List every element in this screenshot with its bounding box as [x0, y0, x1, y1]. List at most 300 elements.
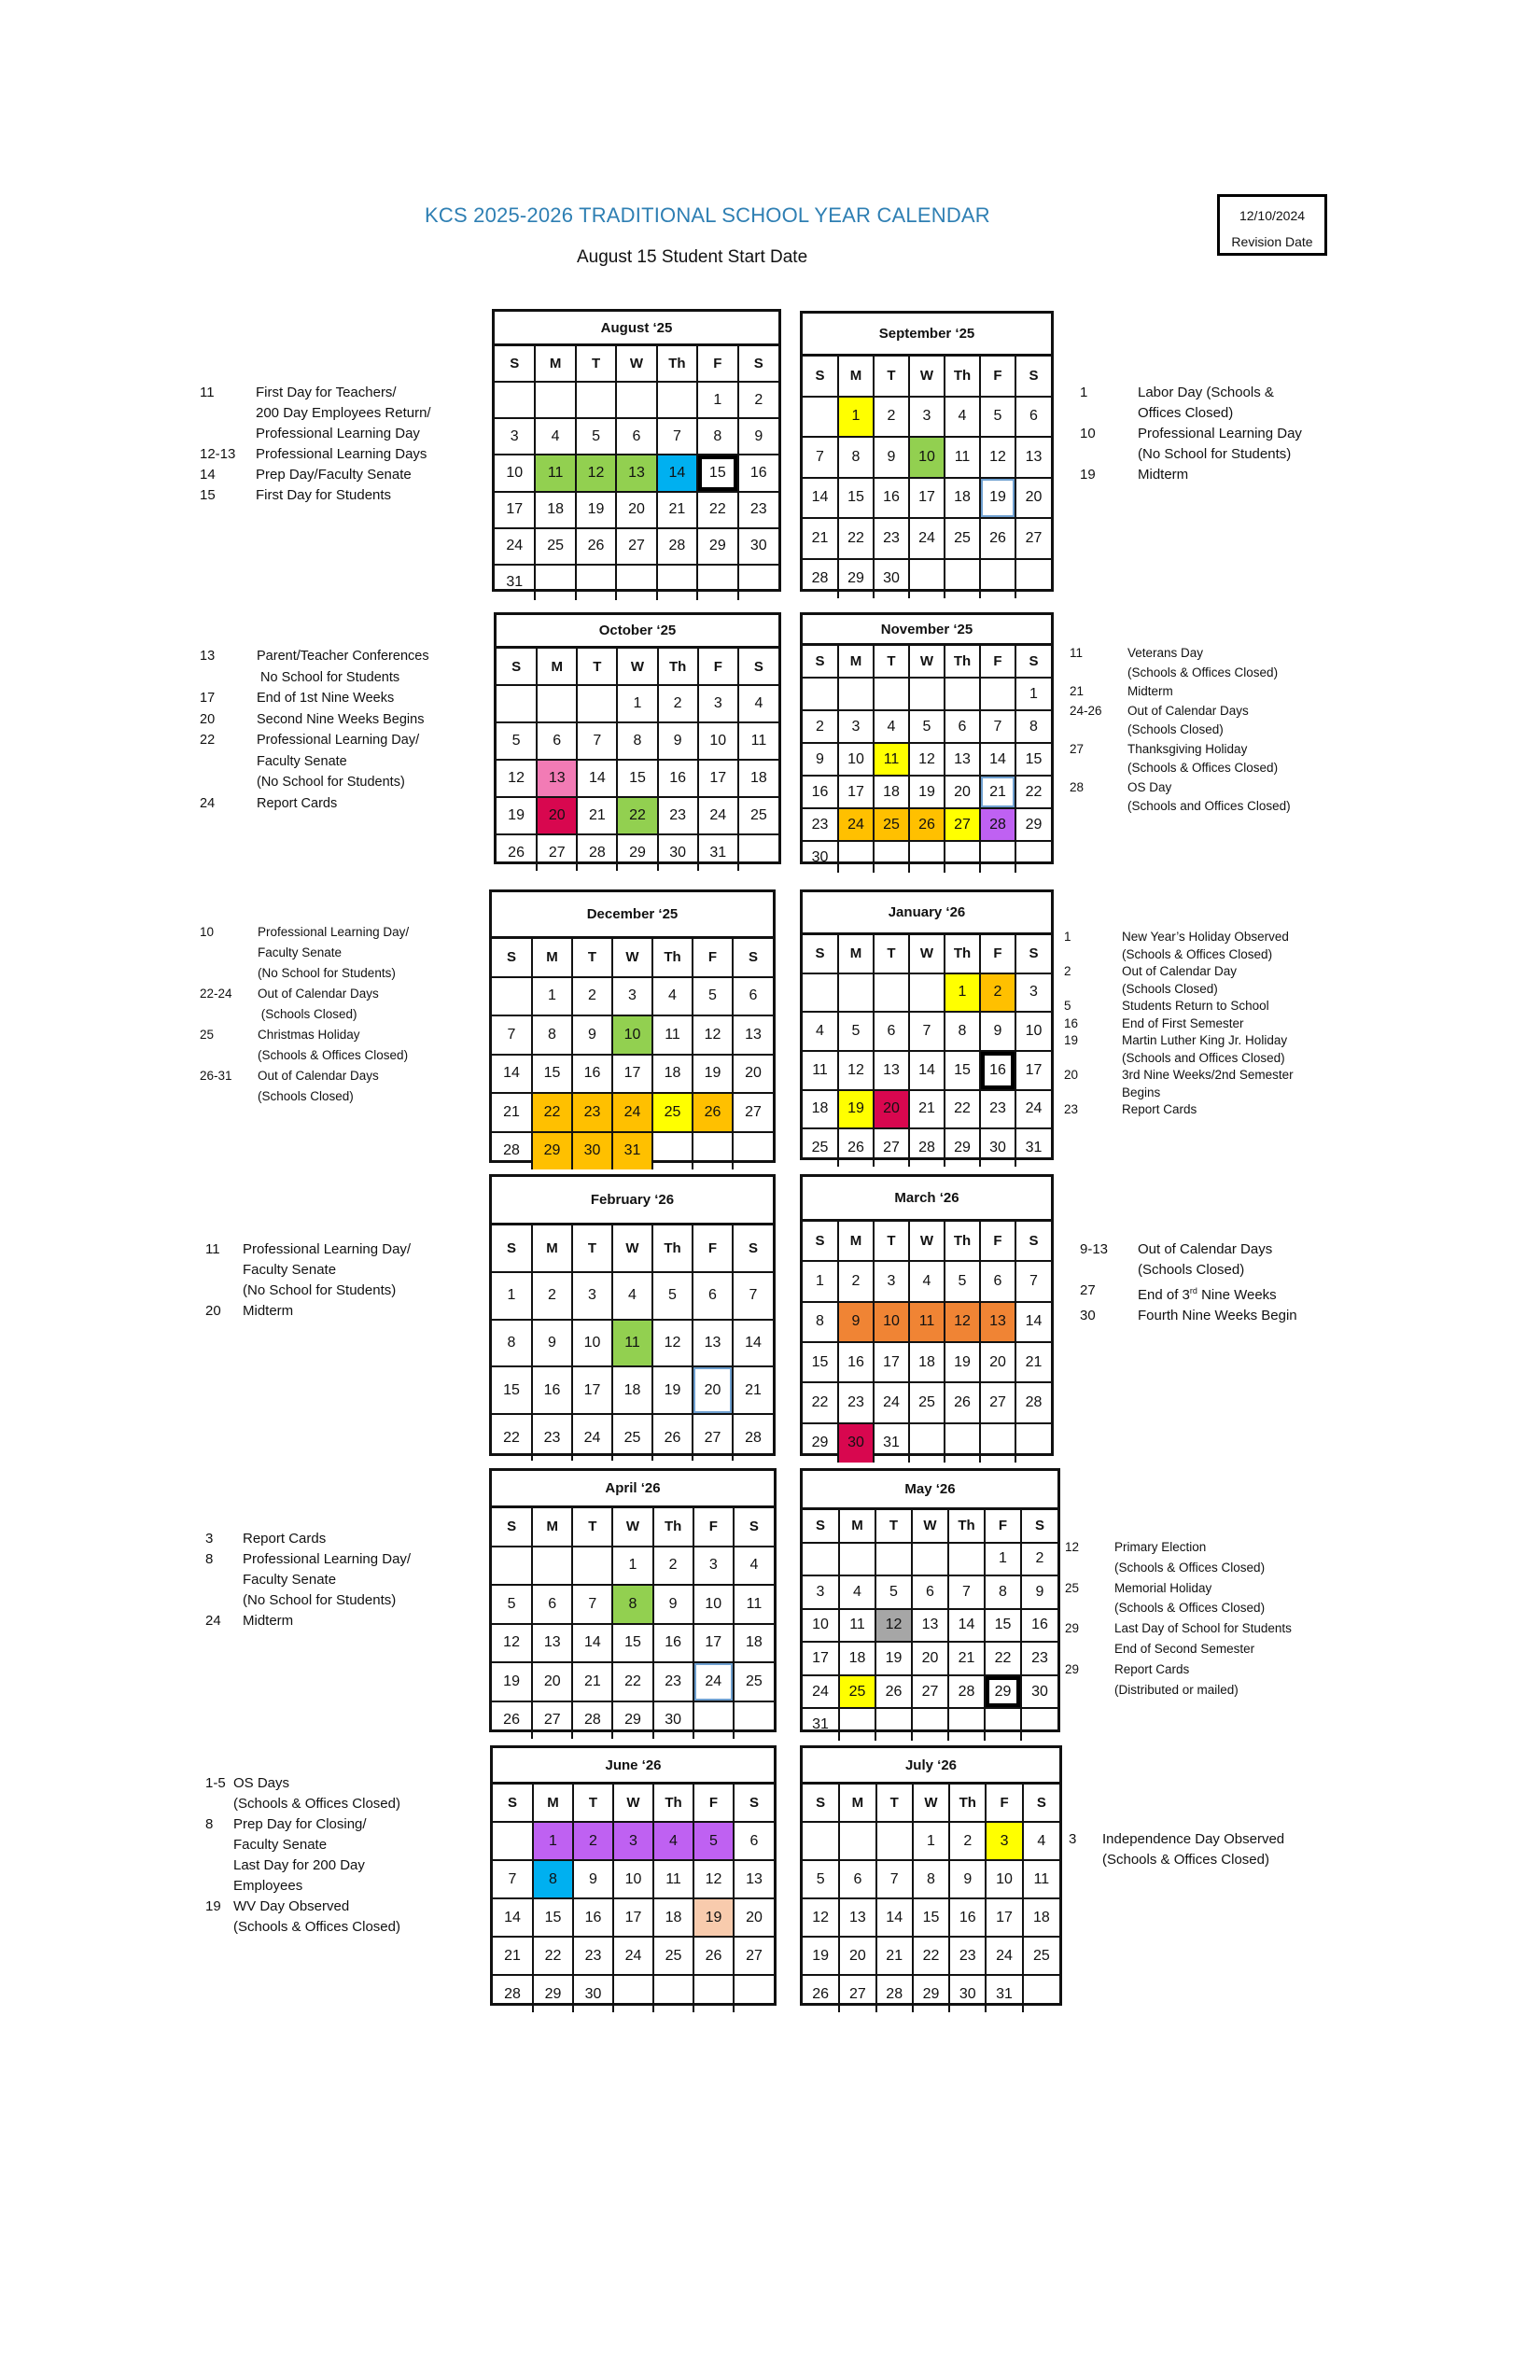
day-cell: 20: [1015, 478, 1051, 519]
note-item: [1080, 383, 1323, 403]
day-cell: 23: [874, 518, 909, 559]
day-cell: 13: [945, 743, 980, 776]
note-item: [200, 1086, 480, 1107]
day-cell: 6: [980, 1261, 1015, 1301]
note-item: [200, 793, 480, 815]
weekday-label: M: [535, 346, 575, 382]
day-cell: 20: [616, 492, 656, 528]
day-cell: 1: [617, 685, 657, 722]
weekday-label: F: [980, 646, 1015, 678]
note-day: 27: [1080, 1282, 1096, 1298]
note-day: 20: [200, 711, 216, 727]
month-grid: [803, 646, 1051, 873]
day-cell: 18: [653, 1898, 693, 1937]
weekday-label: T: [572, 1508, 612, 1547]
day-cell: 30: [1021, 1675, 1057, 1709]
day-cell: 22: [945, 1090, 980, 1129]
day-cell: 15: [945, 1051, 980, 1090]
day-cell: 12: [652, 1320, 693, 1367]
day-cell: 4: [945, 397, 980, 438]
weekday-label: S: [734, 1508, 774, 1547]
day-cell: 8: [838, 437, 874, 478]
day-cell: 15: [803, 1342, 838, 1382]
weekday-label: W: [909, 646, 945, 678]
weekday-label: F: [986, 1785, 1022, 1822]
day-cell: 1: [697, 382, 737, 418]
weekday-label: F: [693, 1225, 733, 1272]
note-day: [1069, 1850, 1102, 1870]
note-item: [1070, 644, 1350, 664]
day-cell: 22: [533, 1937, 573, 1975]
day-cell: 27: [733, 1093, 773, 1132]
calendar-september: [800, 311, 1054, 592]
day-cell: 21: [492, 1093, 532, 1132]
day-cell: 15: [913, 1898, 949, 1937]
weekday-label: M: [532, 1225, 572, 1272]
day-cell: 31: [803, 1708, 839, 1741]
note-text: Professional Learning Day/: [258, 925, 410, 939]
day-cell: 18: [803, 1090, 838, 1129]
note-item: [200, 667, 480, 689]
weekday-label: Th: [945, 1222, 980, 1261]
note-text: OS Day: [1127, 779, 1172, 794]
note-day: 1-5: [205, 1775, 226, 1791]
day-cell: 5: [652, 1272, 693, 1320]
note-day: 16: [1064, 1015, 1079, 1030]
day-cell: 17: [495, 492, 535, 528]
day-cell: 25: [909, 1382, 945, 1422]
empty-cell: [874, 841, 909, 873]
day-cell: 31: [986, 1975, 1022, 2012]
day-cell: 28: [733, 1414, 773, 1461]
note-text: (Schools Closed): [1127, 722, 1224, 736]
empty-cell: [1023, 1975, 1059, 2012]
day-cell: 12: [909, 743, 945, 776]
day-cell: 16: [949, 1898, 986, 1937]
day-cell: 4: [1023, 1822, 1059, 1860]
note-day: 27: [1070, 741, 1085, 756]
day-cell: 10: [693, 1585, 734, 1624]
day-cell: 3: [495, 418, 535, 455]
weekday-label: M: [532, 1508, 572, 1547]
calendar-november: [800, 612, 1054, 864]
note-text: (Schools & Offices Closed): [1114, 1601, 1266, 1616]
weekday-label: F: [980, 357, 1015, 397]
month-grid: [492, 1508, 774, 1739]
note-day: 30: [1080, 1308, 1096, 1323]
day-cell: 9: [572, 1015, 612, 1055]
month-grid: [493, 1785, 774, 2012]
note-text-part: End of 3: [1138, 1287, 1190, 1303]
note-text: (No School for Students): [1138, 446, 1292, 462]
day-cell: 16: [658, 760, 698, 797]
day-cell: 8: [913, 1860, 949, 1898]
day-cell: 5: [693, 977, 733, 1016]
weekday-label: T: [874, 1222, 909, 1261]
note-item: [205, 1529, 485, 1549]
note-day: 26-31: [200, 1069, 232, 1083]
notes-december: [200, 922, 480, 1107]
day-cell: 30: [803, 841, 838, 873]
weekday-label: M: [839, 1785, 875, 1822]
day-cell: 2: [980, 973, 1015, 1013]
weekday-label: W: [912, 1510, 948, 1543]
weekday-label: S: [1015, 646, 1051, 678]
empty-cell: [945, 678, 980, 710]
day-cell: 23: [980, 1090, 1015, 1129]
day-cell: 10: [495, 455, 535, 491]
day-cell: 6: [945, 710, 980, 743]
day-cell: 25: [1023, 1937, 1059, 1975]
day-cell: 16: [980, 1051, 1015, 1090]
note-text: OS Days: [233, 1775, 290, 1791]
empty-cell: [653, 1975, 693, 2012]
day-cell: 12: [838, 1051, 874, 1090]
day-cell: 8: [985, 1575, 1021, 1609]
day-cell: 19: [693, 1055, 733, 1094]
day-cell: 28: [803, 559, 838, 599]
note-item: [205, 1239, 485, 1260]
weekday-label: S: [492, 939, 532, 977]
day-cell: 3: [698, 685, 738, 722]
day-cell: 18: [738, 760, 778, 797]
note-day: 12-13: [200, 446, 236, 462]
note-text: (Schools & Offices Closed): [233, 1796, 400, 1812]
month-title: December ‘25: [492, 892, 773, 939]
day-cell: 22: [697, 492, 737, 528]
calendar-february: [489, 1174, 776, 1456]
day-cell: 29: [803, 1423, 838, 1463]
day-cell: 16: [738, 455, 778, 491]
note-item: [1065, 1558, 1336, 1578]
note-day: [1080, 444, 1138, 465]
empty-cell: [838, 973, 874, 1013]
note-item: [205, 1773, 485, 1794]
empty-cell: [495, 382, 535, 418]
empty-cell: [1015, 841, 1051, 873]
note-day: 22-24: [200, 987, 232, 1001]
day-cell: 25: [652, 1093, 693, 1132]
day-cell: 16: [653, 1624, 693, 1663]
day-cell: 17: [1015, 1051, 1051, 1090]
day-cell: 28: [577, 834, 617, 871]
note-text: Parent/Teacher Conferences: [257, 649, 429, 664]
day-cell: 14: [948, 1609, 985, 1643]
day-cell: 26: [497, 834, 537, 871]
day-cell: 7: [577, 722, 617, 760]
note-day: [200, 751, 257, 773]
day-cell: 22: [913, 1937, 949, 1975]
note-text: Faculty Senate: [243, 1262, 337, 1278]
empty-cell: [875, 1708, 912, 1741]
day-cell: 14: [876, 1898, 913, 1937]
day-cell: 1: [492, 1272, 532, 1320]
note-text: Offices Closed): [1138, 405, 1234, 421]
weekday-label: W: [616, 346, 656, 382]
weekday-label: M: [838, 357, 874, 397]
empty-cell: [1015, 559, 1051, 599]
weekday-label: M: [838, 646, 874, 678]
day-cell: 20: [945, 776, 980, 808]
day-cell: 7: [657, 418, 697, 455]
note-item: [1064, 963, 1344, 981]
note-text: (Schools & Offices Closed): [233, 1919, 400, 1935]
day-cell: 17: [986, 1898, 1022, 1937]
weekday-label: S: [733, 939, 773, 977]
day-cell: 29: [697, 528, 737, 565]
day-cell: 29: [985, 1675, 1021, 1709]
day-cell: 17: [572, 1366, 612, 1414]
note-item: [205, 1301, 485, 1322]
note-item: [200, 444, 480, 465]
note-text: (Schools and Offices Closed): [1122, 1050, 1285, 1065]
note-day: [200, 943, 258, 963]
note-day: [205, 1794, 233, 1814]
day-cell: 13: [532, 1624, 572, 1663]
day-cell: 28: [876, 1975, 913, 2012]
day-cell: 27: [980, 1382, 1015, 1422]
month-grid: [803, 1222, 1051, 1463]
weekday-label: W: [612, 939, 652, 977]
revision-date: 12/10/2024: [1239, 208, 1306, 223]
day-cell: 26: [693, 1937, 734, 1975]
note-item: [1080, 1239, 1341, 1260]
note-text: (No School for Students): [243, 1282, 397, 1298]
day-cell: 23: [738, 492, 778, 528]
day-cell: 10: [838, 743, 874, 776]
empty-cell: [492, 977, 532, 1016]
note-text: End of Second Semester: [1114, 1641, 1255, 1656]
month-title: June ‘26: [493, 1748, 774, 1785]
day-cell: 4: [612, 1272, 652, 1320]
note-item: [1065, 1618, 1336, 1639]
note-day: [205, 1876, 233, 1897]
day-cell: 30: [653, 1701, 693, 1740]
note-text: (No School for Students): [257, 775, 405, 790]
empty-cell: [980, 559, 1015, 599]
empty-cell: [803, 678, 838, 710]
note-day: 11: [1070, 646, 1084, 660]
day-cell: 1: [612, 1547, 652, 1586]
day-cell: 21: [1015, 1342, 1051, 1382]
day-cell: 2: [838, 1261, 874, 1301]
day-cell: 13: [733, 1015, 773, 1055]
day-cell: 21: [803, 518, 838, 559]
day-cell: 22: [985, 1642, 1021, 1675]
day-cell: 24: [572, 1414, 612, 1461]
note-item: [205, 1876, 485, 1897]
calendar-april: [489, 1468, 777, 1732]
day-cell: 24: [838, 808, 874, 841]
day-cell: 10: [613, 1860, 653, 1898]
note-day: 19: [1080, 467, 1096, 483]
revision-box: [1217, 194, 1327, 256]
note-item: [1070, 740, 1350, 760]
empty-cell: [909, 1423, 945, 1463]
weekday-label: M: [838, 1222, 874, 1261]
note-text: Out of Calendar Days: [258, 987, 379, 1001]
note-item: [1070, 797, 1350, 817]
day-cell: 15: [532, 1055, 572, 1094]
month-grid: [495, 346, 778, 600]
empty-cell: [803, 397, 838, 438]
day-cell: 15: [492, 1366, 532, 1414]
note-day: [200, 1086, 258, 1107]
day-cell: 1: [913, 1822, 949, 1860]
note-item: [200, 709, 480, 731]
day-cell: 2: [573, 1822, 613, 1860]
note-item: [205, 1570, 485, 1590]
note-text: Last Day of School for Students: [1114, 1621, 1292, 1636]
note-text: Independence Day Observed: [1102, 1831, 1285, 1847]
day-cell: 15: [1015, 743, 1051, 776]
weekday-label: M: [532, 939, 572, 977]
weekday-label: Th: [657, 346, 697, 382]
note-item: [200, 465, 480, 485]
notes-march: [1080, 1239, 1341, 1326]
day-cell: 2: [653, 1547, 693, 1586]
day-cell: 21: [657, 492, 697, 528]
empty-cell: [838, 678, 874, 710]
day-cell: 24: [698, 797, 738, 834]
note-item: [200, 485, 480, 506]
note-item: [205, 1897, 485, 1917]
day-cell: 19: [838, 1090, 874, 1129]
weekday-label: S: [495, 346, 535, 382]
day-cell: 2: [572, 977, 612, 1016]
note-text: Prep Day/Faculty Senate: [256, 467, 412, 483]
day-cell: 2: [949, 1822, 986, 1860]
note-day: 15: [200, 487, 216, 503]
weekday-label: W: [909, 357, 945, 397]
day-cell: 13: [734, 1860, 774, 1898]
day-cell: 8: [945, 1012, 980, 1051]
note-text: (Schools Closed): [258, 1007, 357, 1021]
note-day: [200, 1004, 258, 1025]
day-cell: 14: [980, 743, 1015, 776]
empty-cell: [532, 1547, 572, 1586]
note-day: [200, 963, 258, 984]
day-cell: 25: [734, 1662, 774, 1701]
day-cell: 24: [495, 528, 535, 565]
day-cell: 11: [945, 437, 980, 478]
note-item: [200, 1004, 480, 1025]
note-day: 8: [205, 1816, 214, 1832]
day-cell: 3: [803, 1575, 839, 1609]
day-cell: 26: [909, 808, 945, 841]
day-cell: 15: [697, 455, 737, 491]
day-cell: 5: [875, 1575, 912, 1609]
note-item: [1080, 1260, 1341, 1281]
day-cell: 13: [616, 455, 656, 491]
day-cell: 23: [573, 1937, 613, 1975]
note-text: Midterm: [1138, 467, 1189, 483]
weekday-label: F: [985, 1510, 1021, 1543]
day-cell: 20: [693, 1366, 733, 1414]
day-cell: 11: [535, 455, 575, 491]
day-cell: 5: [945, 1261, 980, 1301]
note-item: [205, 1917, 485, 1938]
empty-cell: [909, 559, 945, 599]
day-cell: 5: [909, 710, 945, 743]
note-day: [1064, 1050, 1122, 1068]
weekday-label: M: [838, 935, 874, 973]
note-item: [1064, 1032, 1344, 1050]
note-text: (Schools & Offices Closed): [1114, 1560, 1266, 1575]
day-cell: 26: [945, 1382, 980, 1422]
day-cell: 17: [693, 1624, 734, 1663]
day-cell: 17: [613, 1898, 653, 1937]
empty-cell: [738, 565, 778, 600]
day-cell: 13: [980, 1302, 1015, 1342]
day-cell: 22: [1015, 776, 1051, 808]
empty-cell: [945, 1423, 980, 1463]
weekday-label: S: [492, 1508, 532, 1547]
weekday-label: W: [913, 1785, 949, 1822]
day-cell: 31: [698, 834, 738, 871]
note-text-part: Nine Weeks: [1197, 1287, 1277, 1303]
weekday-label: T: [576, 346, 616, 382]
day-cell: 28: [572, 1701, 612, 1740]
day-cell: 31: [874, 1423, 909, 1463]
month-title: January ‘26: [803, 892, 1051, 935]
notes-july: [1069, 1829, 1349, 1870]
day-cell: 28: [493, 1975, 533, 2012]
note-day: 1: [1080, 385, 1088, 400]
day-cell: 26: [492, 1701, 532, 1740]
note-day: 24: [205, 1613, 221, 1629]
day-cell: 18: [612, 1366, 652, 1414]
empty-cell: [948, 1708, 985, 1741]
day-cell: 8: [697, 418, 737, 455]
note-text: Faculty Senate: [258, 945, 343, 959]
note-item: [200, 922, 480, 943]
month-grid: [803, 357, 1051, 598]
note-text: Report Cards: [1122, 1102, 1197, 1116]
day-cell: 24: [803, 1675, 839, 1709]
day-cell: 26: [980, 518, 1015, 559]
note-item: [205, 1814, 485, 1835]
note-day: 9-13: [1080, 1241, 1109, 1257]
day-cell: 9: [838, 1302, 874, 1342]
month-grid: [803, 1785, 1059, 2012]
weekday-label: F: [698, 649, 738, 685]
calendar-december: [489, 889, 776, 1163]
day-cell: 16: [573, 1898, 613, 1937]
calendar-june: [490, 1745, 777, 2006]
note-text: Second Nine Weeks Begins: [257, 711, 425, 727]
day-cell: 7: [980, 710, 1015, 743]
day-cell: 10: [1015, 1012, 1051, 1051]
month-title: November ‘25: [803, 615, 1051, 646]
day-cell: 10: [572, 1320, 612, 1367]
note-item: [200, 1025, 480, 1045]
note-text: Thanksgiving Holiday: [1127, 741, 1248, 756]
day-cell: 17: [698, 760, 738, 797]
day-cell: 21: [493, 1937, 533, 1975]
note-item: [1070, 759, 1350, 778]
note-item: [1080, 424, 1323, 444]
note-item: [1065, 1659, 1336, 1680]
empty-cell: [980, 1423, 1015, 1463]
day-cell: 14: [493, 1898, 533, 1937]
day-cell: 6: [912, 1575, 948, 1609]
day-cell: 20: [912, 1642, 948, 1675]
day-cell: 29: [532, 1132, 572, 1170]
empty-cell: [572, 1547, 612, 1586]
note-item: [200, 984, 480, 1004]
day-cell: 23: [532, 1414, 572, 1461]
